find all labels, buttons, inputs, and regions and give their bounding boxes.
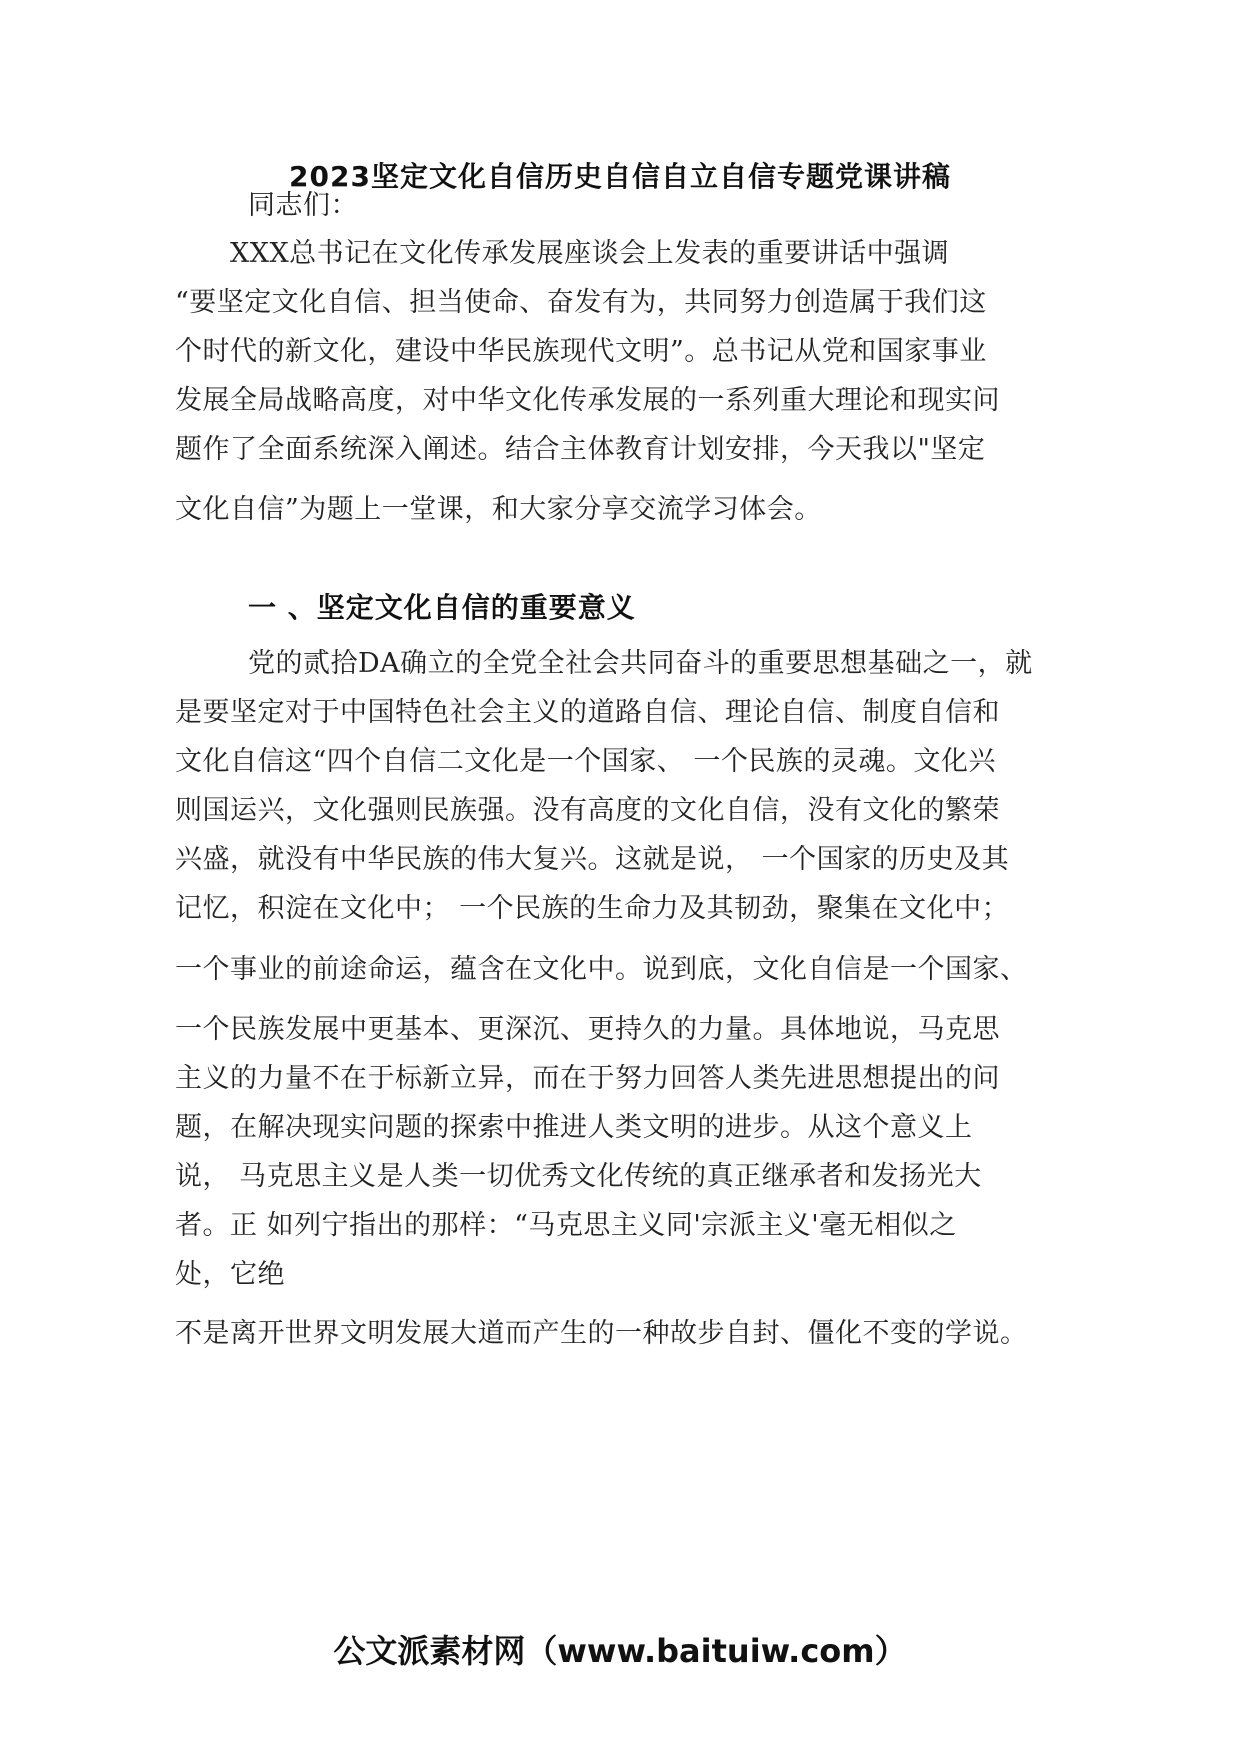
body-line-8: 一个民族发展中更基本、更深沉、更持久的力量。具体地说，马克思 bbox=[175, 1014, 1000, 1045]
body-line-12: 者。正 如列宁指出的那样：“马克思主义同'宗派主义'毫无相似之 bbox=[175, 1210, 957, 1241]
body-line-2: 是要坚定对于中国特色社会主义的道路自信、理论自信、制度自信和 bbox=[175, 697, 1000, 728]
body-line-1: 党的贰拾DA确立的全党全社会共同奋斗的重要思想基础之一，就 bbox=[248, 648, 1033, 679]
body-line-11: 说， 马克思主义是人类一切优秀文化传统的真正继承者和发扬光大 bbox=[175, 1161, 982, 1192]
intro-line-1: XXX总书记在文化传承发展座谈会上发表的重要讲话中强调 bbox=[230, 238, 950, 269]
body-line-6: 记忆，积淀在文化中； 一个民族的生命力及其韧劲，聚集在文化中； bbox=[175, 893, 1010, 924]
footer-watermark: 公文派素材网（www.baituiw.com） bbox=[333, 1632, 907, 1670]
body-line-7: 一个事业的前途命运，蕴含在文化中。说到底，文化自信是一个国家、 bbox=[175, 954, 1028, 985]
body-line-13: 处，它绝 bbox=[175, 1259, 285, 1290]
intro-line-5: 题作了全面系统深入阐述。结合主体教育计划安排，今天我以"坚定 bbox=[175, 434, 986, 465]
intro-line-3: 个时代的新文化，建设中华民族现代文明”。总书记从党和国家事业 bbox=[175, 336, 987, 367]
body-line-9: 主义的力量不在于标新立异，而在于努力回答人类先进思想提出的问 bbox=[175, 1063, 1000, 1094]
intro-line-2: “要坚定文化自信、担当使命、奋发有为，共同努力创造属于我们这 bbox=[175, 287, 987, 318]
salutation: 同志们： bbox=[248, 190, 358, 221]
intro-line-6: 文化自信”为题上一堂课，和大家分享交流学习体会。 bbox=[175, 494, 822, 525]
body-line-5: 兴盛，就没有中华民族的伟大复兴。这就是说， 一个国家的历史及其 bbox=[175, 844, 1010, 875]
section-1-heading: 一 、坚定文化自信的重要意义 bbox=[248, 591, 636, 624]
body-line-3: 文化自信这“四个自信二文化是一个国家、 一个民族的灵魂。文化兴 bbox=[175, 746, 996, 777]
body-line-4: 则国运兴，文化强则民族强。没有高度的文化自信，没有文化的繁荣 bbox=[175, 795, 1000, 826]
body-line-14: 不是离开世界文明发展大道而产生的一种故步自封、僵化不变的学说。 bbox=[175, 1318, 1028, 1349]
body-line-10: 题，在解决现实问题的探索中推进人类文明的进步。从这个意义上 bbox=[175, 1112, 973, 1143]
document-title: 2023坚定文化自信历史自信自立自信专题党课讲稿 bbox=[289, 160, 951, 193]
intro-line-4: 发展全局战略高度，对中华文化传承发展的一系列重大理论和现实问 bbox=[175, 385, 1000, 416]
